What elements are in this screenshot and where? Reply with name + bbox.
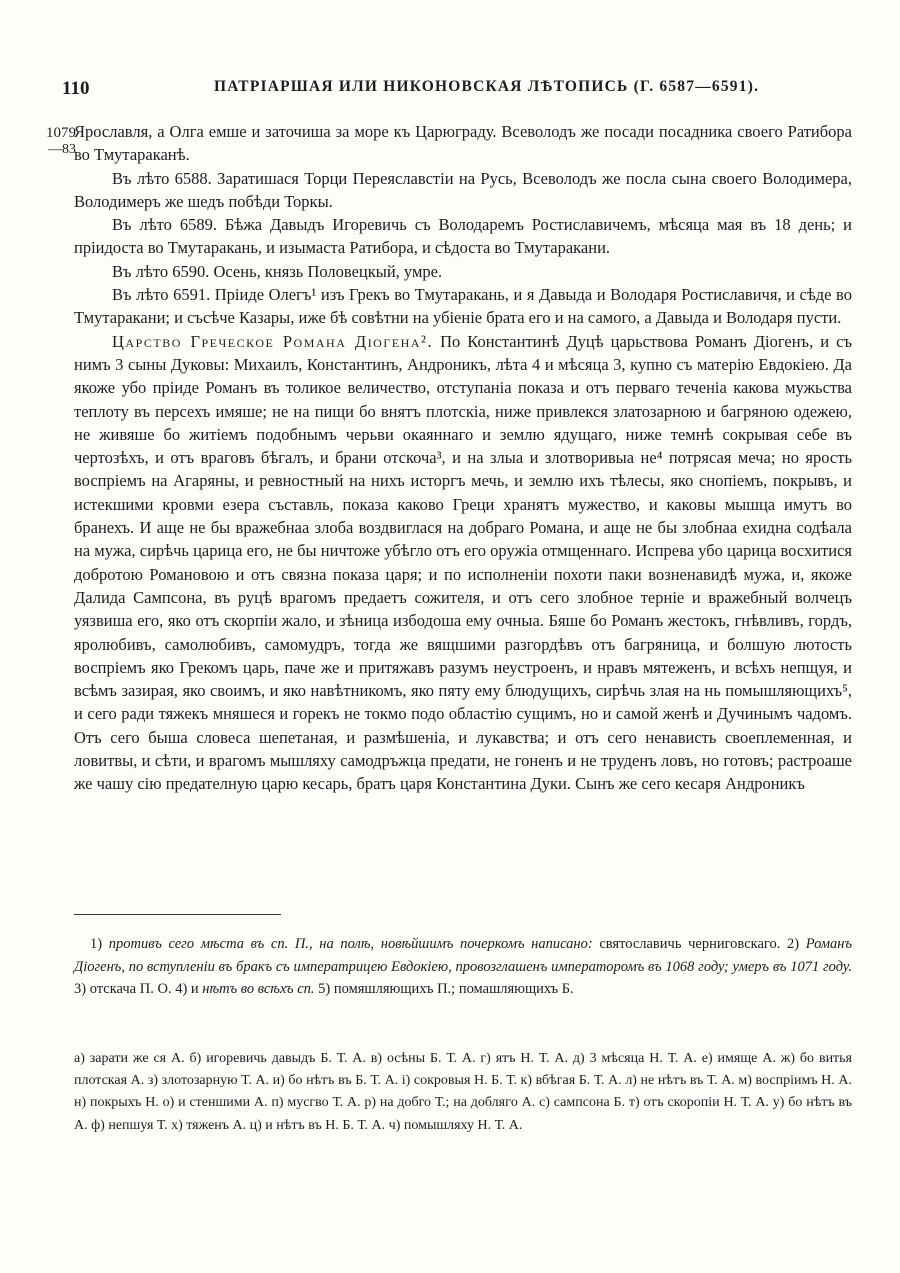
paragraph-5: Въ лѣто 6591. Пріиде Олегъ¹ изъ Грекъ во Тмутаракань, и я Давыда и Володаря Ростиславичя, и сѣде во Тмутаракани; и съсѣче Казары, иже бѣ совѣтни на убіеніе брата его и на самого, а Давыда и Володаря пусти. bbox=[74, 285, 852, 328]
paragraph-1: Ярославля, а Олга емше и заточиша за море къ Царюграду. Всеволодъ же посади посадника своего Ратибора во Тмутараканѣ. bbox=[74, 122, 852, 165]
footnote-1 bbox=[74, 933, 852, 1001]
footnote-1-text: святославичь черниговскаго. bbox=[599, 936, 781, 952]
paragraph-3: Въ лѣто 6589. Бѣжа Давыдъ Игоревичь съ Володаремъ Ростиславичемъ, мѣсяца мая въ 18 день; и пріидоста во Тмутаракань, и изымаста Ратибора, и сѣдоста во Тмутаракани. bbox=[74, 215, 852, 258]
footnote-4-marker: 4) и bbox=[175, 981, 199, 998]
footnote-1-italic: противъ сего мѣста въ сп. П., на полѣ, новѣйшимъ почеркомъ написано: bbox=[108, 936, 593, 952]
footnote-4-italic: нѣтъ во всѣхъ сп. bbox=[202, 981, 315, 998]
footnote-separator bbox=[74, 914, 281, 915]
running-title: ПАТРІАРШАЯ ИЛИ НИКОНОВСКАЯ ЛѢТОПИСЬ (Г. 6587—6591). bbox=[214, 78, 760, 95]
footnotes bbox=[74, 933, 852, 1001]
paragraph-4: Въ лѣто 6590. Осень, князь Половецкый, умре. bbox=[112, 261, 443, 281]
main-text bbox=[74, 120, 852, 796]
page-number: 110 bbox=[62, 78, 90, 99]
variant-readings-text: а) зарати же ся А. б) игоревичь давыдъ Б. Т. А. в) осѣны Б. Т. А. г) ятъ Н. Т. А. д) 3 мѣсяца Н. Т. А. е) имяще А. ж) бо витья плотская А. з) злотозарную Т. А. и) бо нѣтъ въ Б. Т. А. і) сокровыя Н. Б. Т. к) вбѣгая Б. Т. А. л) не нѣтъ въ Т. А. м) воспріимъ Н. А. н) покрыхъ Н. о) и стеншими А. п) мусгво Т. А. р) на добго Т.; на доблягo А. с) сампсона Б. т) отъ скоропіи Н. Т. А. у) бо нѣтъ въ А. ф) непшуя Т. х) тяженъ А. ц) и нѣтъ въ Н. Б. Т. А. ч) помышляху Н. Т. А. bbox=[74, 1051, 852, 1133]
footnote-1-marker: 1) bbox=[90, 936, 103, 952]
paragraph-2: Въ лѣто 6588. Заратишася Торци Переяславстіи на Русь, Всеволодъ же посла сына своего Володимера, Володимеръ же шедъ побѣди Торкы. bbox=[74, 168, 852, 211]
paragraph-6-text: По Константинѣ Дуцѣ царьствова Романъ Діогенъ, и съ нимъ 3 сыны Дуковы: Михаилъ, Константинъ, Андроникъ, лѣта 4 и мѣсяца 3, купно съ матерію Евдокіею. Да якоже убо пріиде Романъ въ толикое величество, отступаніа показа и отъ перваго теченіа какова мужьства теплоту въ персехъ имяше; не на пищи бо внятъ плотскіа, ниже привлекся златозарною и багряною одежею, не живяше бо житіемъ подобнымъ черьви окаяннаго и землю ядущаго, ниже темнѣ сокрывая себе въ чертозѣхъ, и отъ враговъ бѣгалъ, и брани отскоча³, и на злыа и злотворивыа не⁴ потрясая меча; но ярость воспріемъ на Агаряны, и ревностный на нихъ исторгъ мечь, и землю ихъ тѣлесы, яко снопіемъ, покрывъ, и истекшими кровми езера съставль, показа каково Греци хранятъ мужество, и каковы мышца имутъ во бранехъ. И аще не бы вражебнаа злоба воздвиглася на добраго Романа, и аще не бы злобнаа ехидна содѣала на мужа, сирѣчь царица его, не бы ничтоже убѣгло отъ его оружіа отмщеннаго. Испрева убо царица восхитися добротою Романовою и отъ связна показа царя; и по исполненіи похоти паки возненавидѣ мужа, и, якоже Далида Сампсона, въ руцѣ врагомъ предаетъ сожителя, и отъ сего злобное терніе и вражебный волчецъ уязвиша его, яко отъ скорпіи жало, и зѣница избодоша ему очныа. Бяше бо Романъ жестокъ, гнѣвливъ, гордъ, яролюбивъ, самолюбивъ, самомудръ, тогда же вящшими разгордѣвъ отъ багряница, и болшую лютость воспріемъ яко Грекомъ царь, паче же и притяжавъ разумъ неустроенъ, и нравъ мятеженъ, и всѣхъ непщуя, и всѣмъ зазирая, яко своимъ, и яко навѣтникомъ, яко пяту ему блюдущихъ, сирѣчь злая на нь помышляющихъ⁵, и сего ради тяжекъ мняшеся и горекъ не токмо подо областію сущимъ, но и самой женѣ и Дучинымъ чадомъ. Отъ сего быша словеса шепетаная, и размѣшеніа, и лукавства; и отъ сего ненависть своеплеменная, и ловитвы, и сѣти, и врагомъ мышляху самодръжца предати, не гоненъ и не труденъ ловъ, но готовъ; растроаше же чашу сію предателную царю кесарь, братъ царя Константина Дуки. Сынъ же сего кесаря Андроникъ bbox=[74, 331, 852, 794]
footnote-3: 3) отскача П. О. bbox=[74, 981, 172, 998]
footnote-2-italic: Романъ Діогенъ, по вступленіи въ бракъ съ императрицею Евдокіею, провозглашенъ императоромъ въ 1068 году; умеръ въ 1071 году. bbox=[74, 936, 853, 975]
footnote-5: 5) помяшляющихъ П.; помашляющихъ Б. bbox=[318, 981, 574, 998]
variant-readings bbox=[74, 1048, 852, 1137]
margin-year-1: 1079 bbox=[46, 125, 76, 141]
section-heading: Царство Греческое Романа Діогена². bbox=[112, 331, 434, 351]
margin-year-2: —83 bbox=[48, 142, 76, 157]
footnote-2-marker: 2) bbox=[787, 936, 800, 952]
paragraph-6 bbox=[74, 330, 852, 796]
